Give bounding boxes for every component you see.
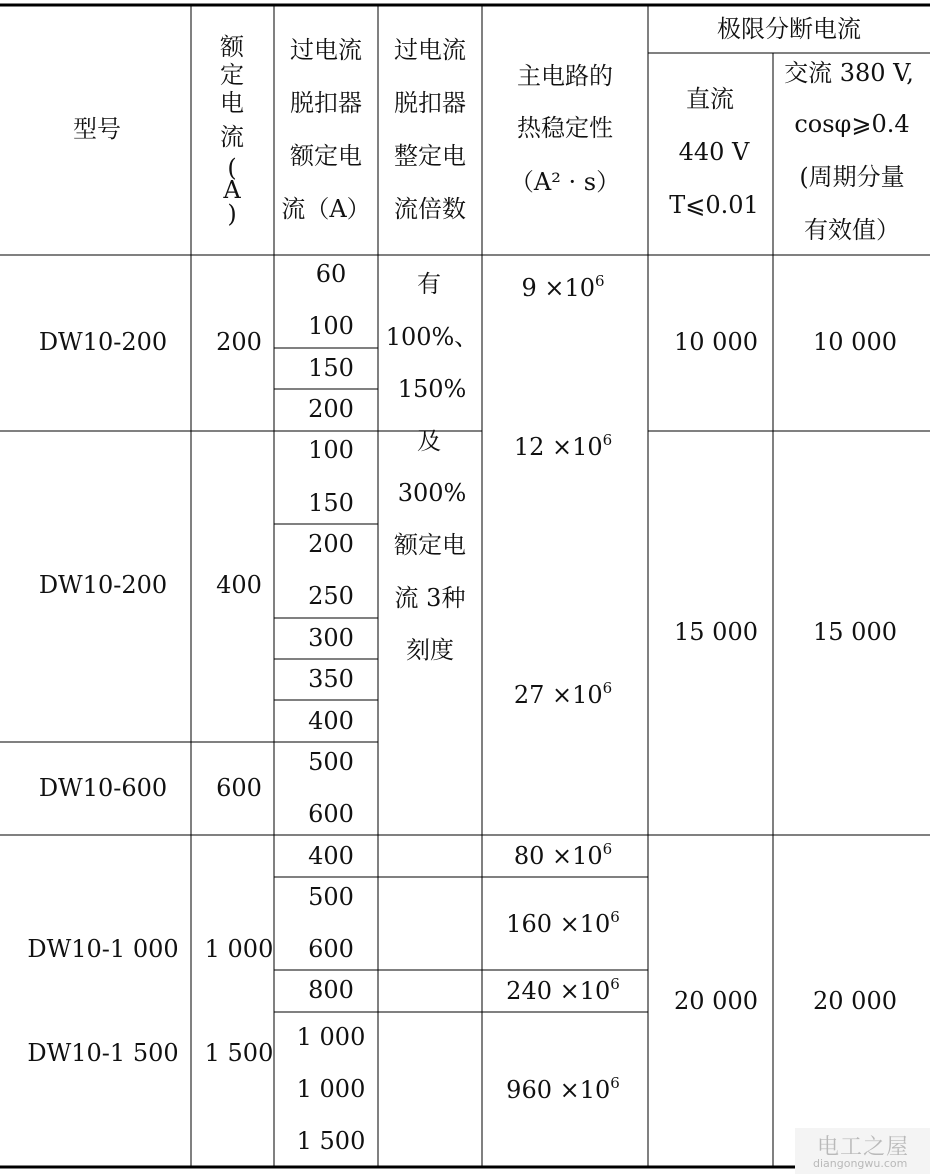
header-trip-rated-line: 额定电 (290, 142, 362, 170)
header-trip-setting-line: 脱扣器 (394, 89, 466, 117)
model-cell: DW10-1 000 (27, 935, 179, 963)
watermark-title: 电工之屋 (817, 1135, 910, 1160)
header-rated-char: ) (227, 200, 237, 228)
header-trip-setting-line: 整定电 (394, 142, 466, 170)
header-thermal-line: 热稳定性 (517, 114, 613, 142)
header-trip-rated-line: 流（A） (281, 195, 371, 223)
trip-setting-line: 有 (417, 270, 441, 298)
trip-setting-line: 150% (397, 375, 467, 403)
model-cell: DW10-200 (38, 571, 168, 599)
rated-cell: 400 (216, 571, 262, 599)
rated-cell: 200 (216, 328, 262, 356)
trip-rated-cell: 1 500 (296, 1127, 366, 1155)
trip-rated-cell: 100 (308, 312, 354, 340)
trip-setting-line: 300% (397, 479, 467, 507)
ac-breaking-cell: 15 000 (813, 618, 897, 646)
header-thermal-line: 主电路的 (517, 62, 613, 90)
dc-breaking-cell: 15 000 (674, 618, 758, 646)
header-rated-current (220, 33, 245, 228)
trip-setting-line: 刻度 (406, 636, 454, 664)
thermal-cell: $240 \times 10^6$ (506, 975, 620, 1005)
trip-rated-cell: 1 000 (296, 1075, 366, 1103)
dc-breaking-cell: 20 000 (674, 987, 758, 1015)
thermal-values (506, 272, 620, 1104)
trip-rated-cell: 350 (308, 665, 354, 693)
rated-cell: 1 500 (204, 1039, 274, 1067)
watermark (795, 1128, 930, 1174)
thermal-cell: $9 \times 10^6$ (521, 272, 605, 302)
model-cell: DW10-1 500 (27, 1039, 179, 1067)
header-trip-setting-line: 过电流 (394, 36, 466, 64)
trip-rated-cell: 800 (308, 976, 354, 1004)
trip-rated-cell: 500 (308, 748, 354, 776)
trip-rated-cell: 600 (308, 800, 354, 828)
trip-rated-cell: 400 (308, 842, 354, 870)
header-ac-line: (周期分量 (799, 163, 905, 191)
header-ac-line: 交流 380 V, (784, 59, 914, 87)
header-trip-rated (281, 36, 370, 223)
rated-cell: 600 (216, 774, 262, 802)
rated-cell: 1 000 (204, 935, 274, 963)
header-rated-char: A (223, 176, 241, 204)
trip-rated-values (297, 260, 366, 1155)
header-dc-line: 直流 (686, 85, 734, 113)
trip-rated-cell: 150 (308, 489, 354, 517)
model-cell: DW10-600 (38, 774, 168, 802)
trip-setting-line: 额定电 (394, 531, 466, 559)
header-trip-setting-line: 流倍数 (394, 195, 466, 223)
trip-setting-line: 100%、 (385, 323, 479, 351)
trip-rated-cell: 200 (308, 395, 354, 423)
trip-rated-cell: 100 (308, 436, 354, 464)
header-rated-char: ( (227, 154, 237, 182)
thermal-cell: $80 \times 10^6$ (513, 840, 613, 870)
header-trip-setting (394, 36, 466, 223)
watermark-url: diangongwu.com (813, 1157, 908, 1170)
thermal-cell: $27 \times 10^6$ (513, 679, 613, 709)
thermal-cell: $12 \times 10^6$ (513, 431, 613, 461)
header-dc-line: 440 V (678, 138, 750, 166)
header-thermal-line: （A² · s） (509, 168, 621, 196)
header-breaking-group: 极限分断电流 (717, 15, 861, 43)
trip-rated-cell: 250 (308, 582, 354, 610)
trip-setting-line: 及 (417, 427, 441, 455)
header-thermal (510, 62, 620, 196)
trip-rated-cell: 1 000 (296, 1023, 366, 1051)
model-cell: DW10-200 (38, 328, 168, 356)
header-rated-char: 电 (220, 89, 244, 117)
trip-rated-cell: 200 (308, 530, 354, 558)
trip-rated-cell: 60 (315, 260, 347, 288)
trip-setting-line: 流 3种 (394, 584, 466, 612)
trip-rated-cell: 400 (308, 707, 354, 735)
ac-breaking-cell: 20 000 (813, 987, 897, 1015)
trip-rated-cell: 150 (308, 354, 354, 382)
header-model: 型号 (73, 115, 121, 143)
header-trip-rated-line: 脱扣器 (290, 89, 362, 117)
trip-setting-note (386, 270, 479, 664)
thermal-cell: $960 \times 10^6$ (506, 1074, 620, 1104)
header-rated-char: 定 (220, 61, 244, 89)
header-rated-char: 流 (220, 123, 244, 151)
trip-rated-cell: 500 (308, 883, 354, 911)
thermal-cell: $160 \times 10^6$ (506, 908, 620, 938)
trip-rated-cell: 600 (308, 935, 354, 963)
ac-breaking-cell: 10 000 (813, 328, 897, 356)
header-dc-line: T⩽0.01 (669, 191, 759, 219)
trip-rated-cell: 300 (308, 624, 354, 652)
header-rated-char: 额 (220, 33, 244, 61)
header-ac-line: 有效值） (804, 216, 900, 244)
dc-breaking-cell: 10 000 (674, 328, 758, 356)
header-trip-rated-line: 过电流 (290, 36, 362, 64)
header-ac (784, 59, 914, 244)
header-dc (669, 85, 759, 219)
header-ac-line: cosφ⩾0.4 (794, 110, 910, 138)
